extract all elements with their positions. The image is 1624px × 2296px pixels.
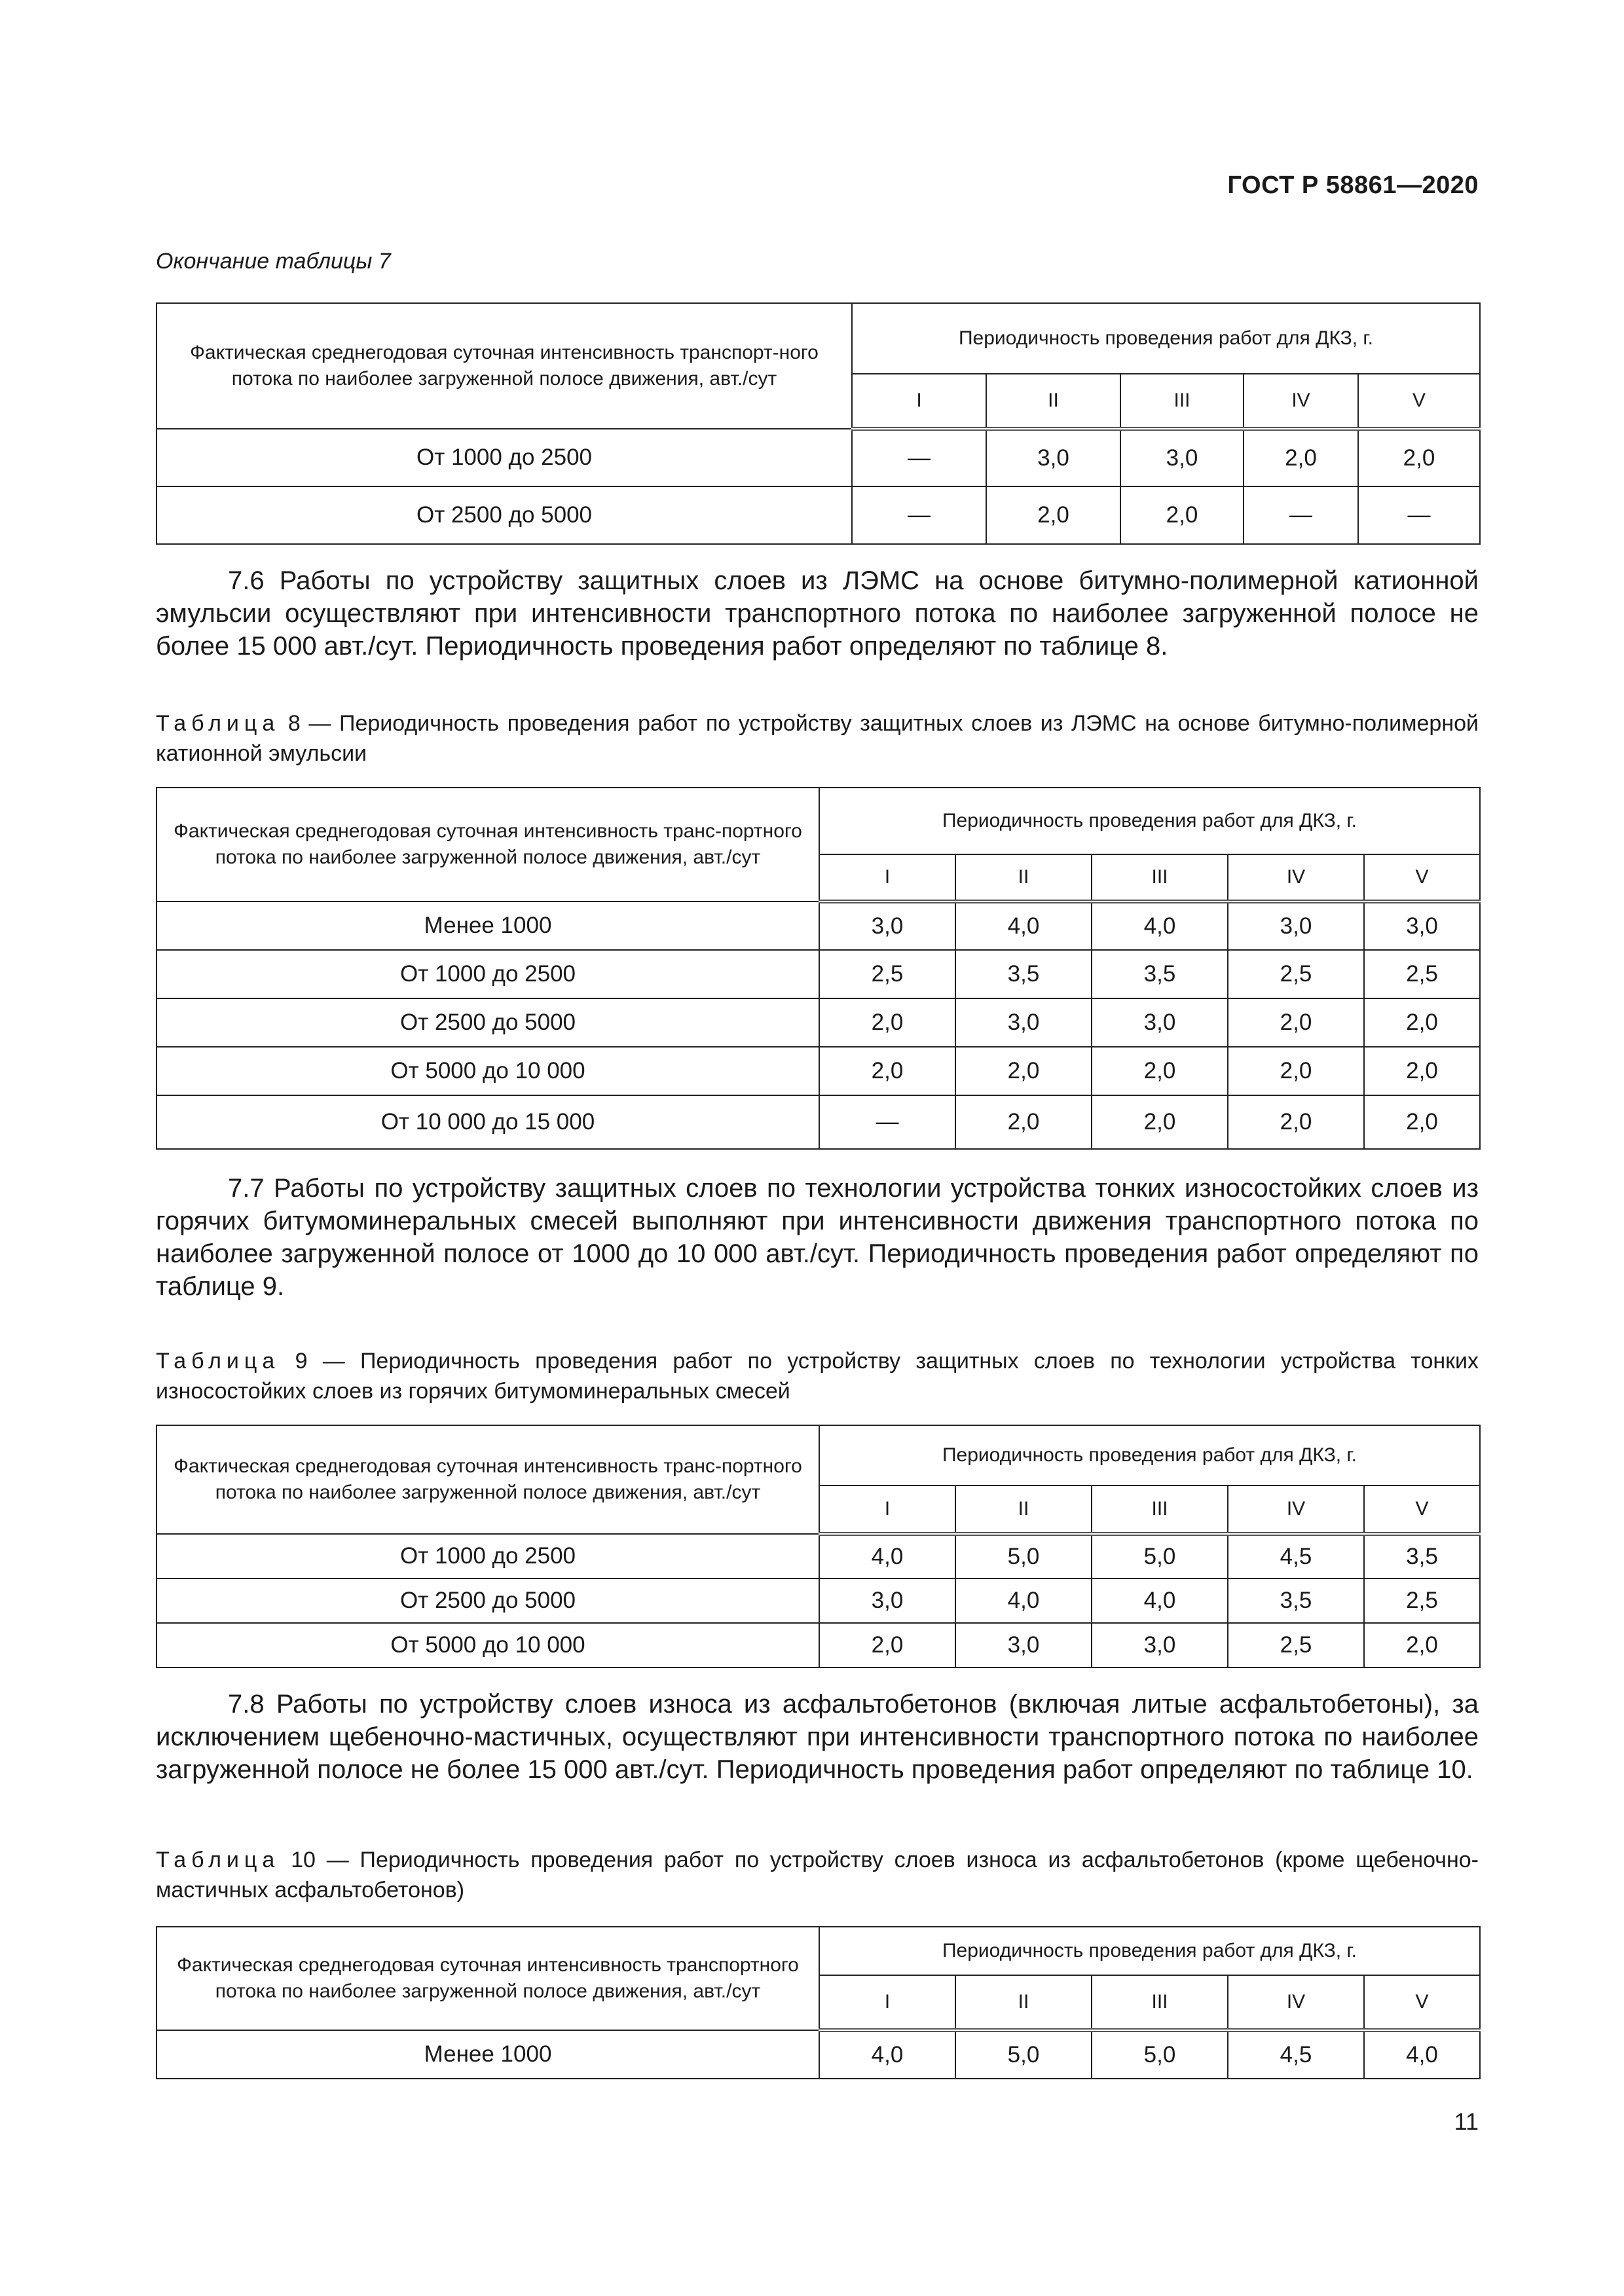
- cell: 4,5: [1228, 2030, 1364, 2079]
- cell: —: [852, 429, 986, 486]
- table-9-head-periodicity: Периодичность проведения работ для ДКЗ, г.: [819, 1425, 1480, 1485]
- table-7: [156, 302, 1481, 545]
- table-8: [156, 787, 1481, 1150]
- cell: 2,5: [1364, 950, 1480, 998]
- table-row: [157, 902, 1480, 950]
- cell: 3,5: [1228, 1578, 1364, 1623]
- cell: 3,5: [1364, 1534, 1480, 1578]
- paragraph-7-7: 7.7 Работы по устройству защитных слоев по технологии устройства тонких износостойких слоев из горячих битумоминеральных смесей выполняют при интенсивности движения транспортного потока по наиболее загруженной полосе от 1000 до 10 000 авт./сут. Периодичность проведения работ определяют по таблице 9.: [156, 1174, 1479, 1301]
- row-label: От 5000 до 10 000: [157, 1047, 819, 1095]
- cell: 3,5: [1092, 950, 1228, 998]
- table-10-col-iv: IV: [1228, 1975, 1364, 2030]
- row-label: От 10 000 до 15 000: [157, 1095, 819, 1149]
- cell: —: [852, 486, 986, 544]
- paragraph-7-6: 7.6 Работы по устройству защитных слоев из ЛЭМС на основе битумно-полимерной катионной эмульсии осуществляют при интенсивности транспортного потока по наиболее загруженной полосе не более 15 000 авт./сут. Периодичность проведения работ определяют по таблице 8.: [156, 566, 1479, 661]
- cell: 4,0: [819, 1534, 955, 1578]
- table-10-col-iii: III: [1092, 1975, 1228, 2030]
- table-8-col-v: V: [1364, 854, 1480, 902]
- paragraph-7-8: 7.8 Работы по устройству слоев износа из асфальтобетонов (включая литые асфальтобетоны), за исключением щебеночно-мастичных, осуществляют при интенсивности транспортного потока по наиболее загруженной полосе не более 15 000 авт./сут. Периодичность проведения работ определяют по таблице 10.: [156, 1690, 1479, 1784]
- table-7-head-periodicity: Периодичность проведения работ для ДКЗ, г.: [852, 303, 1480, 374]
- table-10-head-periodicity: Периодичность проведения работ для ДКЗ, г.: [819, 1927, 1480, 1975]
- table-9-caption-lead: Таблица: [156, 1349, 280, 1374]
- table-8-caption-lead: Таблица: [156, 711, 280, 736]
- row-label: Менее 1000: [157, 902, 819, 950]
- cell: 2,0: [1228, 998, 1364, 1047]
- table-9-col-iii: III: [1092, 1485, 1228, 1534]
- cell: —: [1358, 486, 1480, 544]
- cell: 2,0: [1092, 1095, 1228, 1149]
- row-label: От 2500 до 5000: [157, 486, 852, 544]
- cell: 5,0: [955, 2030, 1092, 2079]
- table-8-caption: [156, 708, 1479, 769]
- table-row: [157, 1534, 1480, 1578]
- cell: 3,0: [986, 429, 1120, 486]
- document-code: ГОСТ Р 58861—2020: [1227, 172, 1479, 199]
- table-7-col-ii: II: [986, 374, 1120, 429]
- cell: 3,0: [819, 902, 955, 950]
- cell: 4,0: [819, 2030, 955, 2079]
- table-row: [157, 1047, 1480, 1095]
- cell: 2,0: [955, 1047, 1092, 1095]
- cell: 5,0: [1092, 2030, 1228, 2079]
- cell: 2,5: [1364, 1578, 1480, 1623]
- table-8-head-intensity: Фактическая среднегодовая суточная интенсивность транс-портного потока по наиболее загруженной полосе движения, авт./сут: [157, 788, 819, 902]
- table-row: [157, 1095, 1480, 1149]
- page-number: 11: [1454, 2108, 1479, 2135]
- cell: 3,0: [1092, 998, 1228, 1047]
- table-10-head-intensity: Фактическая среднегодовая суточная интенсивность транспортного потока по наиболее загруженной полосе движения, авт./сут: [157, 1927, 819, 2030]
- cell: 2,0: [1358, 429, 1480, 486]
- table-10-caption: [156, 1845, 1479, 1905]
- cell: 4,5: [1228, 1534, 1364, 1578]
- cell: 2,0: [819, 998, 955, 1047]
- row-label: От 2500 до 5000: [157, 998, 819, 1047]
- row-label: От 1000 до 2500: [157, 1534, 819, 1578]
- cell: —: [1244, 486, 1358, 544]
- cell: 2,0: [1120, 486, 1244, 544]
- cell: 2,0: [1244, 429, 1358, 486]
- table-8-col-i: I: [819, 854, 955, 902]
- cell: 5,0: [1092, 1534, 1228, 1578]
- cell: 4,0: [955, 902, 1092, 950]
- table-8-caption-text: 8 — Периодичность проведения работ по устройству защитных слоев из ЛЭМС на основе битумно-полимерной катионной эмульсии: [156, 711, 1479, 766]
- cell: 2,0: [1092, 1047, 1228, 1095]
- table-7-head-intensity: Фактическая среднегодовая суточная интенсивность транспорт-ного потока по наиболее загруженной полосе движения, авт./сут: [157, 303, 852, 429]
- table-8-col-iii: III: [1092, 854, 1228, 902]
- table-8-col-iv: IV: [1228, 854, 1364, 902]
- table-9-col-ii: II: [955, 1485, 1092, 1534]
- cell: 2,0: [1228, 1047, 1364, 1095]
- table-7-col-v: V: [1358, 374, 1480, 429]
- cell: 3,0: [1364, 902, 1480, 950]
- table-row: [157, 2030, 1480, 2079]
- cell: 2,0: [1364, 1623, 1480, 1667]
- cell: 5,0: [955, 1534, 1092, 1578]
- table-8-col-ii: II: [955, 854, 1092, 902]
- table-row: [157, 998, 1480, 1047]
- cell: 4,0: [955, 1578, 1092, 1623]
- cell: 3,0: [819, 1578, 955, 1623]
- table-10: [156, 1926, 1481, 2079]
- cell: 2,0: [1364, 998, 1480, 1047]
- cell: 2,0: [819, 1623, 955, 1667]
- cell: 2,5: [1228, 1623, 1364, 1667]
- table-9-col-iv: IV: [1228, 1485, 1364, 1534]
- table-10-col-i: I: [819, 1975, 955, 2030]
- row-label: От 2500 до 5000: [157, 1578, 819, 1623]
- table-10-caption-lead: Таблица: [156, 1848, 280, 1872]
- cell: 2,5: [819, 950, 955, 998]
- cell: 2,0: [955, 1095, 1092, 1149]
- table-9-caption-text: 9 — Периодичность проведения работ по устройству защитных слоев по технологии устройства тонких износостойких слоев из горячих битумоминеральных смесей: [156, 1349, 1479, 1404]
- table-8-head-periodicity: Периодичность проведения работ для ДКЗ, г.: [819, 788, 1480, 854]
- cell: 3,0: [1092, 1623, 1228, 1667]
- cell: 2,5: [1228, 950, 1364, 998]
- cell: —: [819, 1095, 955, 1149]
- cell: 2,0: [1364, 1095, 1480, 1149]
- table-7-col-iii: III: [1120, 374, 1244, 429]
- cell: 3,0: [1120, 429, 1244, 486]
- cell: 4,0: [1364, 2030, 1480, 2079]
- cell: 2,0: [1228, 1095, 1364, 1149]
- table-9-caption: [156, 1346, 1479, 1406]
- table-7-col-iv: IV: [1244, 374, 1358, 429]
- cell: 3,0: [1228, 902, 1364, 950]
- table-10-col-ii: II: [955, 1975, 1092, 2030]
- table-10-col-v: V: [1364, 1975, 1480, 2030]
- table-row: [157, 429, 1480, 486]
- cell: 3,5: [955, 950, 1092, 998]
- cell: 3,0: [955, 1623, 1092, 1667]
- table-7-continuation-label: Окончание таблицы 7: [156, 249, 391, 274]
- cell: 2,0: [819, 1047, 955, 1095]
- table-9-head-intensity: Фактическая среднегодовая суточная интенсивность транс-портного потока по наиболее загруженной полосе движения, авт./сут: [157, 1425, 819, 1534]
- row-label: От 1000 до 2500: [157, 429, 852, 486]
- cell: 3,0: [955, 998, 1092, 1047]
- table-row: [157, 950, 1480, 998]
- table-row: [157, 1578, 1480, 1623]
- cell: 2,0: [1364, 1047, 1480, 1095]
- table-10-caption-text: 10 — Периодичность проведения работ по устройству слоев износа из асфальтобетонов (кроме щебеночно-мастичных асфальтобетонов): [156, 1848, 1479, 1903]
- table-row: [157, 486, 1480, 544]
- cell: 4,0: [1092, 1578, 1228, 1623]
- table-9-col-i: I: [819, 1485, 955, 1534]
- table-9-col-v: V: [1364, 1485, 1480, 1534]
- row-label: От 1000 до 2500: [157, 950, 819, 998]
- cell: 4,0: [1092, 902, 1228, 950]
- row-label: От 5000 до 10 000: [157, 1623, 819, 1667]
- table-row: [157, 1623, 1480, 1667]
- row-label: Менее 1000: [157, 2030, 819, 2079]
- cell: 2,0: [986, 486, 1120, 544]
- table-7-col-i: I: [852, 374, 986, 429]
- table-9: [156, 1425, 1481, 1668]
